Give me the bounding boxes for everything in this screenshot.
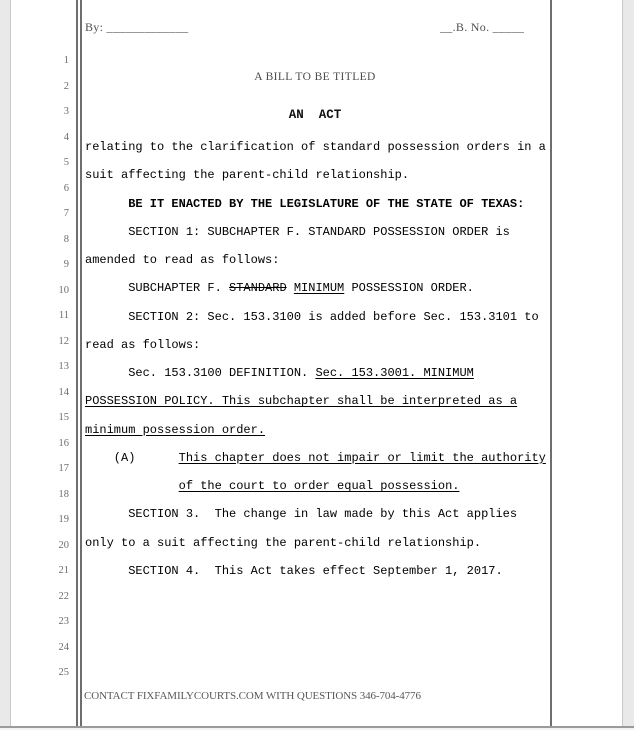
text-run: POSSESSION POLICY. This subchapter shall be interpreted as a: [85, 394, 518, 409]
line-number: 24: [58, 641, 69, 653]
text-run: (A): [85, 450, 179, 465]
line-number: 8: [63, 233, 69, 245]
left-margin-rule-inner: [80, 0, 82, 727]
line-number: 18: [58, 488, 69, 500]
bill-number-field[interactable]: __.B. No. _____: [440, 20, 525, 34]
text-run: SECTION 4. This Act takes effect September 1, 2017.: [85, 563, 503, 578]
text-run: SECTION 1: SUBCHAPTER F. STANDARD POSSESSION ORDER is: [85, 224, 510, 239]
text-run: This chapter does not impair or limit the authority: [178, 450, 546, 465]
line-number: 3: [63, 106, 69, 117]
body-line[interactable]: [85, 451, 546, 465]
body-line[interactable]: [85, 507, 517, 521]
footer-contact: CONTACT FIXFAMILYCOURTS.COM WITH QUESTIONS 346-704-4776: [84, 690, 421, 702]
line-number: 23: [58, 616, 69, 627]
text-run: SUBCHAPTER F.: [85, 281, 230, 296]
text-run: relating to the clarification of standard possession orders in a: [85, 140, 546, 154]
text-run: MINIMUM: [293, 281, 345, 296]
line-number: 19: [58, 514, 69, 525]
line-number: 25: [58, 667, 69, 678]
line-number: 13: [58, 361, 69, 372]
text-run: STANDARD: [229, 281, 287, 296]
body-line[interactable]: [85, 253, 279, 267]
line-number: 17: [58, 463, 69, 474]
line-number: 11: [58, 310, 69, 321]
line-number: 12: [58, 335, 69, 347]
body-line[interactable]: [85, 197, 524, 211]
line-number: 1: [63, 55, 69, 66]
bill-caption: A BILL TO BE TITLED: [254, 71, 376, 83]
canvas-right-strip: [622, 0, 634, 727]
text-run: SECTION 2: Sec. 153.3100 is added before Sec. 153.3101 to: [85, 309, 539, 324]
body-line[interactable]: [85, 338, 200, 352]
body-line[interactable]: [85, 394, 517, 408]
text-run: read as follows:: [85, 337, 201, 352]
text-run: of the court to order equal possession.: [178, 479, 460, 493]
line-number: 21: [58, 565, 69, 576]
text-run: Sec. 153.3001. MINIMUM: [315, 366, 474, 380]
line-number: 2: [63, 80, 69, 92]
line-number: 4: [63, 131, 69, 143]
text-run: only to a suit affecting the parent-child relationship.: [85, 535, 482, 550]
line-number: 15: [58, 412, 69, 423]
body-line[interactable]: [85, 168, 409, 182]
line-number: 16: [58, 437, 69, 449]
line-number: 14: [58, 386, 69, 398]
left-margin-rule-outer: [76, 0, 78, 727]
line-number: 22: [58, 590, 69, 602]
line-number: 6: [63, 182, 69, 194]
body-line[interactable]: [85, 225, 510, 239]
body-line[interactable]: [85, 564, 503, 578]
line-number: 7: [63, 208, 69, 219]
right-margin-rule: [550, 0, 552, 727]
body-line[interactable]: [85, 479, 459, 493]
canvas-left-strip: [0, 0, 11, 727]
line-number: 10: [58, 284, 69, 296]
line-number: 20: [58, 539, 69, 551]
body-line[interactable]: [85, 423, 265, 437]
text-run: BE IT ENACTED BY THE LEGISLATURE OF THE STATE OF TEXAS:: [85, 196, 525, 211]
body-line[interactable]: [85, 140, 546, 154]
body-line[interactable]: [85, 310, 539, 324]
body-line[interactable]: [85, 366, 474, 380]
text-run: suit affecting the parent-child relationship.: [85, 168, 410, 183]
text-run: POSSESSION ORDER.: [344, 281, 474, 296]
body-line[interactable]: [85, 536, 481, 550]
text-run: SECTION 3. The change in law made by this Act applies: [85, 507, 518, 522]
body-line[interactable]: [85, 281, 474, 295]
line-number: 9: [63, 259, 69, 270]
text-run: amended to read as follows:: [85, 253, 280, 267]
text-run: [85, 479, 179, 493]
act-heading: AN ACT: [288, 108, 342, 122]
text-run: [287, 281, 294, 295]
line-number: 5: [63, 157, 69, 168]
author-by-field[interactable]: By: _____________: [85, 20, 189, 34]
text-run: minimum possession order.: [85, 422, 266, 437]
text-run: Sec. 153.3100 DEFINITION.: [85, 366, 316, 380]
